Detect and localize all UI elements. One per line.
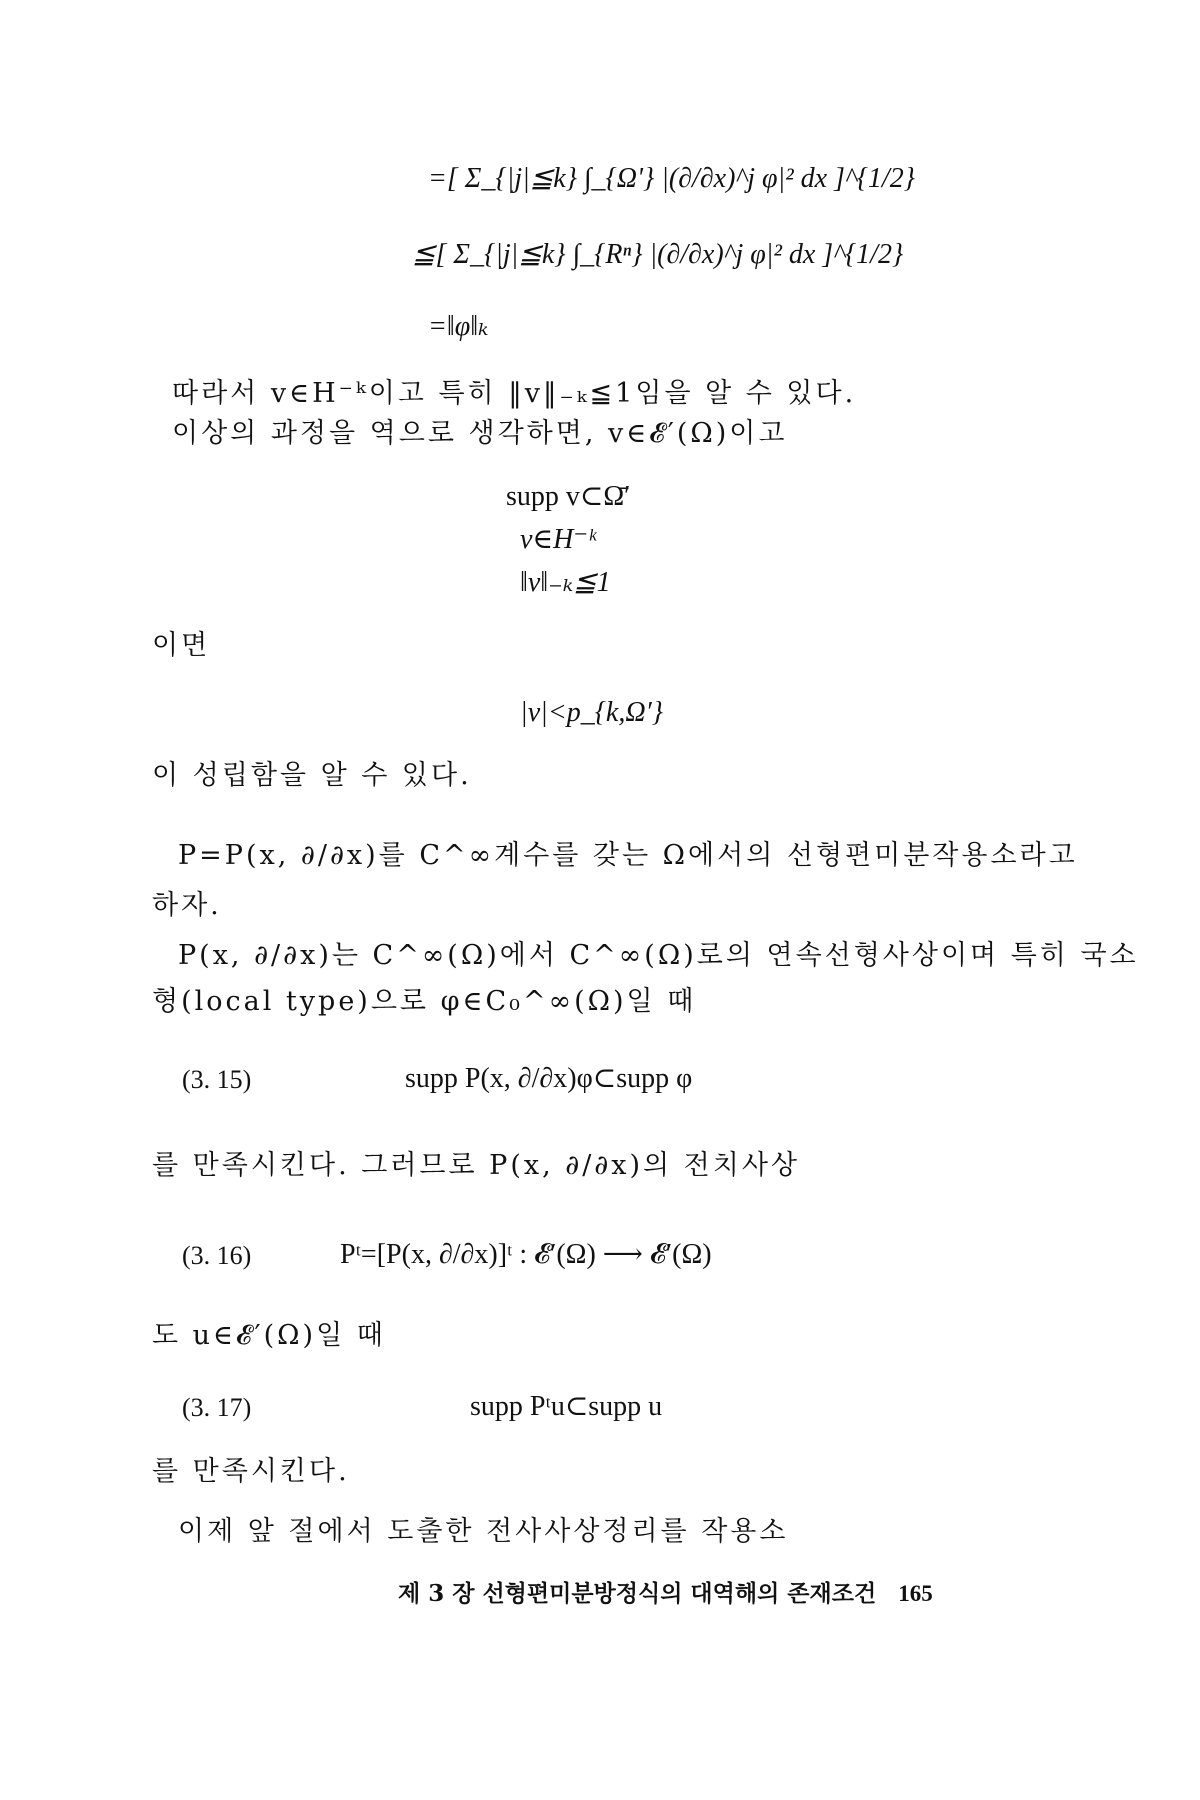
derivation-line-3: =‖φ‖ₖ bbox=[428, 311, 489, 342]
seminorm-inequality: |v|<p_{k,Ω′} bbox=[520, 697, 663, 728]
now-text: 이제 앞 절에서 도출한 전사사상정리를 작용소 bbox=[178, 1516, 789, 1547]
page-footer bbox=[398, 1580, 933, 1608]
condition-sobolev: v∈H⁻ᵏ bbox=[520, 524, 597, 555]
condition-norm: ‖v‖₋ₖ≦1 bbox=[520, 567, 611, 598]
paragraph-operator-line-2: 하자. bbox=[152, 890, 222, 921]
also-text: 도 u∈𝓔′(Ω)일 때 bbox=[152, 1320, 386, 1351]
condition-support: supp v⊂Ω̄′ bbox=[506, 481, 631, 512]
equation-3-15: supp P(x, ∂/∂x)φ⊂supp φ bbox=[405, 1063, 693, 1094]
paragraph-mapping-line-1: P(x, ∂/∂x)는 C^∞(Ω)에서 C^∞(Ω)로의 연속선형사상이며 특히 국소 bbox=[178, 940, 1139, 971]
holds-text: 이 성립함을 알 수 있다. bbox=[152, 760, 472, 791]
satisfies-transpose-text: 를 만족시킨다. 그러므로 P(x, ∂/∂x)의 전치사상 bbox=[152, 1150, 801, 1181]
equation-3-17: supp Pᵗu⊂supp u bbox=[470, 1391, 663, 1422]
page-number: 165 bbox=[898, 1581, 933, 1606]
running-head: 제 3 장 선형편미분방정식의 대역해의 존재조건 bbox=[398, 1580, 877, 1607]
if-text: 이면 bbox=[152, 630, 211, 661]
equation-3-17-label: (3. 17) bbox=[182, 1393, 252, 1422]
reverse-text: 이상의 과정을 역으로 생각하면, v∈𝓔′(Ω)이고 bbox=[172, 418, 788, 449]
conclusion-text: 따라서 v∈H⁻ᵏ이고 특히 ‖v‖₋ₖ≦1임을 알 수 있다. bbox=[172, 378, 857, 409]
equation-3-16-label: (3. 16) bbox=[182, 1241, 252, 1270]
paragraph-operator-line-1: P=P(x, ∂/∂x)를 C^∞계수를 갖는 Ω에서의 선형편미분작용소라고 bbox=[178, 840, 1078, 871]
satisfies-text: 를 만족시킨다. bbox=[152, 1456, 350, 1487]
derivation-line-2: ≦[ Σ_{|j|≦k} ∫_{Rⁿ} |(∂/∂x)^j φ|² dx ]^{1/2} bbox=[412, 239, 904, 270]
equation-3-15-label: (3. 15) bbox=[182, 1065, 252, 1094]
derivation-line-1: =[ Σ_{|j|≦k} ∫_{Ω'} |(∂/∂x)^j φ|² dx ]^{1/2} bbox=[428, 163, 915, 194]
paragraph-mapping-line-2: 형(local type)으로 φ∈C₀^∞(Ω)일 때 bbox=[152, 986, 697, 1017]
equation-3-16: Pᵗ=[P(x, ∂/∂x)]ᵗ : 𝓔′(Ω) ⟶ 𝓔′(Ω) bbox=[340, 1239, 712, 1270]
